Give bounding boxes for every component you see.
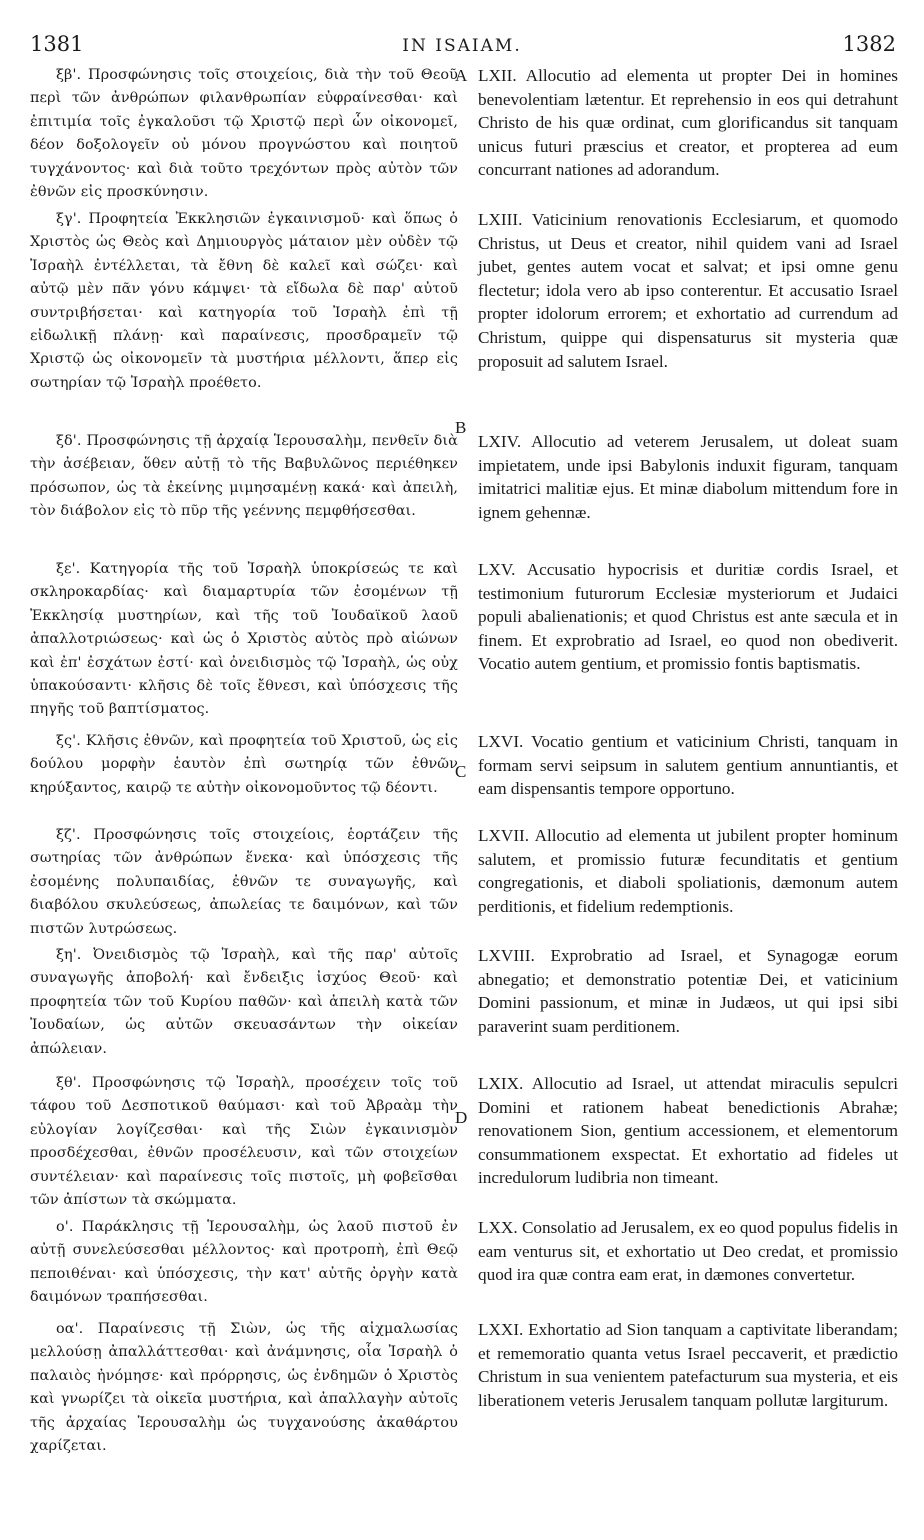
page-number-left: 1381 — [30, 32, 84, 56]
section-marker-c: C — [455, 762, 467, 781]
latin-entry: LXII. Allocutio ad elementa ut propter Dei in homines benevolentiam lætentur. Et reprehensio in eos qui detrahunt Christo de his quæ ordinat, cum glorificandus sit tanquam unicus futuri præscius et creator, et propterea ad eum concurrant nationes ad adorandum. — [478, 66, 898, 180]
running-title: IN ISAIAM. — [402, 36, 522, 56]
greek-entry: ξε'. Κατηγορία τῆς τοῦ Ἰσραὴλ ὑποκρίσεώς τε καὶ σκληροκαρδίας· καὶ διαμαρτυρία τῶν ἐσομένων τῇ Ἐκκλησίᾳ μυστηρίων, καὶ τῆς τοῦ Ἰουδαϊκοῦ λαοῦ ἀπαλλοτριώσεως· καὶ ὡς ὁ Χριστὸς αὐτὸς πρὸ αἰώνων καὶ ἐπ' ἐσχάτων ἐστί· καὶ ὀνειδισμὸς τῷ Ἰσραὴλ, ὡς οὐχ ὑπακούσαντι· κλῆσις δὲ τοῖς ἔθνεσι, καὶ ὑπόσχεσις τῆς πηγῆς τοῦ βαπτίσματος. — [30, 561, 458, 718]
greek-entry: οα'. Παραίνεσις τῇ Σιὼν, ὡς τῆς αἰχμαλωσίας μελλούσῃ ἀπαλλάττεσθαι· καὶ ἀνάμνησις, οἷα Ἰσραὴλ ὁ παλαιὸς ἠνόμησε· καὶ πρόρρησις, ὡς ἐνδημῶν ὁ Χριστὸς καὶ γνωρίζει τὰ οἰκεῖα μυστήρια, καὶ ἀπαλλαγὴν αὐτοῖς τῆς ἀρχαίας Ἱερουσαλὴμ ὡς τυγχανούσης ἀκαθάρτου χαρίζεται. — [30, 1321, 458, 1455]
greek-entry: ξζ'. Προσφώνησις τοῖς στοιχείοις, ἑορτάζειν τῆς σωτηρίας τῶν ἀνθρώπων ἕνεκα· καὶ ὑπόσχεσις τῆς ἐσομένης πολυπαιδίας, ἐθνῶν τε συναγωγῆς, καὶ διαβόλου σκυλεύσεως, ἀπωλείας τε δαιμόνων, καὶ τῶν πιστῶν λυτρώσεως. — [30, 827, 458, 937]
latin-entry: LXX. Consolatio ad Jerusalem, ex eo quod populus fidelis in eam venturus sit, et exhortatio ut Deo credat, et promissio quod ira quæ contra eam erat, in dæmones convertetur. — [478, 1218, 898, 1285]
greek-entry: ξθ'. Προσφώνησις τῷ Ἰσραὴλ, προσέχειν τοῖς τοῦ τάφου τοῦ Δεσποτικοῦ θαύμασι· καὶ τοῦ Ἀβραὰμ τὴν εὐλογίαν λογίζεσθαι· καὶ τῆς Σιὼν ἐγκαινισμὸν προσδέχεσθαι, ἐθνῶν προσέλευσιν, καὶ τῶν στοιχείων συντέλειαν· καὶ παραίνεσις τοῖς πιστοῖς, μὴ φοβεῖσθαι τῶν ἀπίστων τὰ σκώμματα. — [30, 1075, 458, 1209]
latin-entry: LXVIII. Exprobratio ad Israel, et Synagogæ eorum abnegatio; et demonstratio potentiæ Dei, et vaticinium Domini passionum, et minæ in Judæos, ut qui ipsi sibi paraverint suam perditionem. — [478, 946, 898, 1036]
latin-entry: LXVI. Vocatio gentium et vaticinium Christi, tanquam in formam servi seipsum in salutem gentium annuntiantis, et eam dispensantis tempore opportuno. — [478, 732, 898, 799]
greek-entry: ξδ'. Προσφώνησις τῇ ἀρχαίᾳ Ἱερουσαλὴμ, πενθεῖν διὰ τὴν ἀσέβειαν, ὅθεν αὐτῇ τὸ τῆς Βαβυλῶνος περιέθηκεν πρόσωπον, ὡς τὰ ἐκείνης μιμησαμένῃ κακά· καὶ ἀπειλὴ, τὸν διάβολον εἰς τὸ πῦρ τῆς γεέννης πεμφθήσεσθαι. — [30, 433, 458, 520]
greek-entry: ξγ'. Προφητεία Ἐκκλησιῶν ἐγκαινισμοῦ· καὶ ὅπως ὁ Χριστὸς ὡς Θεὸς καὶ Δημιουργὸς μάταιον μὲν οὐδὲν τῷ Ἰσραὴλ ἐντέλλεται, τὰ ἔθνη δὲ καλεῖ καὶ σώζει· καὶ αὐτῷ μὲν πᾶν γόνυ κάμψει· τὰ εἴδωλα δὲ παρ' αὐτοῦ συντριβήσεται· καὶ κατηγορία τοῦ Ἰσραὴλ ἐπὶ τῇ εἰδωλικῇ πλάνῃ· καὶ παραίνεσις, προσδραμεῖν τῷ Χριστῷ ὡς οἰκονομεῖν τὰ μυστήρια μέλλοντι, ἅπερ εἰς σωτηρίαν τῷ Ἰσραὴλ προέθετο. — [30, 211, 458, 391]
latin-entry: LXIII. Vaticinium renovationis Ecclesiarum, et quomodo Christus, ut Deus et creator, nihil quidem vani ad Israel jubet, gentes autem vocat et salvat; et ipsi omne genu flectetur; idola vero ab ipso conterentur. Et accusatio Israel propter idolorum errorem; et exhortatio ad currendum ad Christum, quippe qui dispensaturus sit mysteria quæ proposuit ad salutem Israel. — [478, 210, 898, 371]
page-number-right: 1382 — [842, 32, 896, 56]
section-marker-d: D — [455, 1108, 468, 1127]
page-header — [0, 28, 924, 68]
latin-entry: LXIX. Allocutio ad Israel, ut attendat miraculis sepulcri Domini et rationem habeat benedictionis Abrahæ; renovationem Sion, gentium accessionem, et elementorum consummationem exspectat. Et exhortatio ad fideles ut incredulorum ludibria non timeant. — [478, 1074, 898, 1188]
greek-entry: ο'. Παράκλησις τῇ Ἱερουσαλὴμ, ὡς λαοῦ πιστοῦ ἐν αὐτῇ συνελεύσεσθαι μέλλοντος· καὶ προτροπὴ, ἐπὶ Θεῷ πεποιθέναι· καὶ ὑπόσχεσις, τὴν κατ' αὐτῆς ὀργὴν κατὰ δαιμόνων τραπήσεσθαι. — [30, 1219, 458, 1306]
greek-entry: ξς'. Κλῆσις ἐθνῶν, καὶ προφητεία τοῦ Χριστοῦ, ὡς εἰς δούλου μορφὴν ἑαυτὸν ἐπὶ σωτηρίᾳ τῶν ἐθνῶν κηρύξαντος, καιρῷ τε αὐτὴν οἰκονομοῦντος τῷ δέοντι. — [30, 733, 458, 796]
section-marker-a: A — [455, 66, 468, 85]
greek-entry: ξβ'. Προσφώνησις τοῖς στοιχείοις, διὰ τὴν τοῦ Θεοῦ περὶ τῶν ἀνθρώπων φιλανθρωπίαν εὐφραίνεσθαι· καὶ ἐπιτιμία τοῖς ἐγκαλοῦσι τῷ Χριστῷ περὶ ὧν οἰκονομεῖ, δέον δοξολογεῖν οὐ μόνου προγνώστου καὶ ποιητοῦ τυγχάνοντος· καὶ διὰ τοῦτο τρεχόντων πρὸς αὐτὸν τῶν ἐθνῶν εἰς προσκύνησιν. — [30, 67, 458, 201]
latin-entry: LXIV. Allocutio ad veterem Jerusalem, ut doleat suam impietatem, unde ipsi Babylonis induxit figuram, tanquam imitatrici malitiæ ejus. Et minæ diabolum mittendum fore in ignem gehennæ. — [478, 432, 898, 522]
latin-entry: LXV. Accusatio hypocrisis et duritiæ cordis Israel, et testimonium futurorum Ecclesiæ mysteriorum et Judaici populi abalienationis; et quod Christus est ante sæcula et in finem. Et exprobratio ad Israel, eo quod non obediverit. Vocatio autem gentium, et promissio fontis baptismatis. — [478, 560, 898, 674]
greek-entry: ξη'. Ὀνειδισμὸς τῷ Ἰσραὴλ, καὶ τῆς παρ' αὐτοῖς συναγωγῆς ἀποβολή· καὶ ἔνδειξις ἰσχύος Θεοῦ· καὶ προφητεία τῶν τοῦ Κυρίου παθῶν· καὶ ἀπειλὴ κατὰ τῶν Ἰουδαίων, ὡς αὐτῶν σκευασάντων τὴν οἰκείαν ἀπώλειαν. — [30, 947, 458, 1057]
section-marker-b: B — [455, 418, 467, 437]
latin-entry: LXXI. Exhortatio ad Sion tanquam a captivitate liberandam; et rememoratio quanta vetus Israel peccaverit, et prædictio Christum in sua venientem patefacturum sua mysteria, et eis liberationem veteris Jerusalem tanquam pollutæ largiturum. — [478, 1320, 898, 1410]
latin-entry: LXVII. Allocutio ad elementa ut jubilent propter hominum salutem, et promissio futuræ fecunditatis et gentium congregationis, et diaboli spoliationis, dæmonum autem perditionis, et fidelium redemptionis. — [478, 826, 898, 916]
